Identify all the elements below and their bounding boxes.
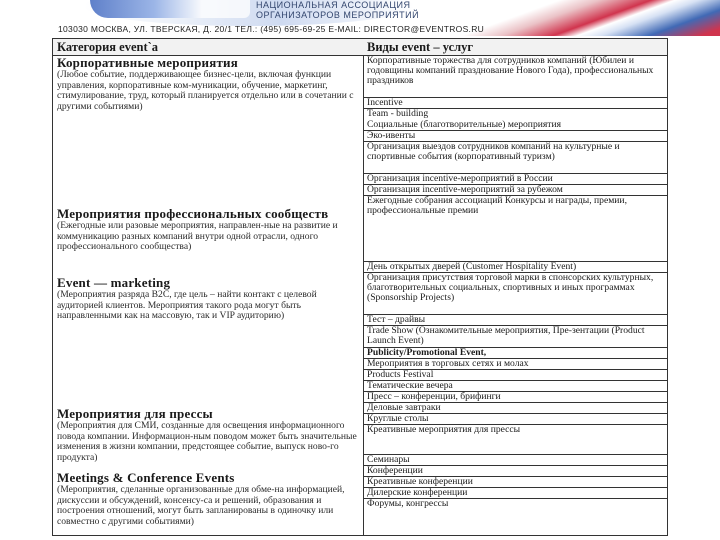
service-row — [363, 315, 667, 326]
service-text: Организация выездов сотрудников компаний на культурные и спортивные события (корпоративный туризм) — [367, 142, 620, 163]
logo-icon — [90, 0, 250, 18]
service-text: Организация incentive-мероприятий в России — [367, 174, 553, 184]
service-text: Организация присутствия торговой марки в спонсорских культурных, благотворительных социальных, спортивных и иных программах (Sponsorship Projects) — [367, 273, 654, 304]
letterhead-banner — [0, 0, 720, 36]
service-text: День открытых дверей (Customer Hospitality Event) — [367, 262, 577, 272]
category-press — [57, 407, 357, 463]
service-text: Team - building — [367, 109, 429, 119]
service-text: Креативные конференции — [367, 477, 473, 487]
service-row — [363, 381, 667, 392]
service-text: Деловые завтраки — [367, 403, 441, 413]
service-row — [363, 488, 667, 499]
service-text: Products Festival — [367, 370, 434, 380]
service-text: Trade Show (Ознакомительные мероприятия, Пре-зентации (Product Launch Event) — [367, 326, 645, 347]
service-text: Пресс – конференции, брифинги — [367, 392, 501, 402]
service-row — [363, 120, 667, 131]
service-text: Круглые столы — [367, 414, 429, 424]
service-row — [363, 477, 667, 488]
service-text: Мероприятия в торговых сетях и молах — [367, 359, 529, 369]
service-row — [363, 466, 667, 477]
category-title: Мероприятия профессиональных сообществ — [57, 206, 329, 221]
contact-line: 103030 МОСКВА, УЛ. ТВЕРСКАЯ, Д. 20/1 ТЕЛ.: (495) 695-69-25 E-MAIL: DIRECTOR@EVENTROS.RU — [58, 24, 485, 34]
service-row — [363, 196, 667, 262]
service-text: Конференции — [367, 466, 423, 476]
service-row — [363, 425, 667, 455]
service-row — [363, 98, 667, 109]
service-row — [363, 326, 667, 348]
service-row — [363, 455, 667, 466]
category-desc: (Мероприятия разряда B2C, где цель – найти контакт с целевой аудиторией клиентов. Мероприятия такого рода могут быть направленными как на массовую, так и VIP аудиторию) — [57, 289, 317, 322]
header-services: Виды event – услуг — [363, 39, 667, 56]
service-text: Тест – драйвы — [367, 315, 426, 325]
category-professional — [57, 207, 357, 253]
category-desc: (Мероприятия для СМИ, созданные для освещения информационного повода компании. Информацион-ным поводом может быть значительные изменения в жизни компании, предстоящее событие, выпуск ново-го продукта) — [57, 420, 357, 463]
service-text: Социальные (благотворительные) мероприятия — [367, 120, 562, 130]
category-corporate — [57, 56, 357, 112]
service-text: Форумы, конгрессы — [367, 499, 449, 509]
category-title: Meetings & Conference Events — [57, 470, 235, 485]
service-text: Креативные мероприятия для прессы — [367, 425, 521, 435]
category-desc: (Любое событие, поддерживающее бизнес-цели, включая функции управления, корпоративные ком-муникации, обучение, маркетинг, стимулирование, труд, который планируется отдельно или в сочетании с другими событиями) — [57, 69, 354, 112]
service-row — [363, 348, 667, 359]
service-text: Тематические вечера — [367, 381, 453, 391]
service-row — [363, 142, 667, 174]
category-title: Корпоративные мероприятия — [57, 55, 238, 70]
service-row — [363, 131, 667, 142]
category-event-marketing — [57, 276, 357, 322]
header-category: Категория event`а — [53, 39, 363, 56]
service-row — [363, 403, 667, 414]
category-title: Мероприятия для прессы — [57, 406, 213, 421]
service-row — [363, 109, 667, 120]
service-row — [363, 56, 667, 98]
category-title: Event — marketing — [57, 275, 171, 290]
category-desc: (Мероприятия, сделанные организованные для обме-на информацией, дискуссии и обсуждений, консенсу-са и решений, образования и построения отношений, могут быть запланированы в одиночку или совместно с другими событиями) — [57, 484, 345, 527]
service-row — [363, 262, 667, 273]
service-text: Publicity/Promotional Event, — [367, 348, 487, 358]
org-name-line2: ОРГАНИЗАТОРОВ МЕРОПРИЯТИЙ — [256, 10, 420, 20]
category-meetings — [57, 471, 357, 527]
service-row — [363, 499, 667, 510]
service-row — [363, 392, 667, 403]
service-row — [363, 370, 667, 381]
category-column — [53, 39, 364, 535]
service-row — [363, 185, 667, 196]
service-text: Семинары — [367, 455, 410, 465]
org-name-line1: НАЦИОНАЛЬНАЯ АССОЦИАЦИЯ — [256, 0, 411, 10]
service-row — [363, 414, 667, 425]
event-types-table — [52, 38, 668, 536]
service-text: Корпоративные торжества для сотрудников компаний (Юбилеи и годовщины компаний празднование Нового Года), профессиональных праздников — [367, 56, 654, 87]
service-text: Организация incentive-мероприятий за рубежом — [367, 185, 563, 195]
service-row — [363, 359, 667, 370]
category-desc: (Ежегодные или разовые мероприятия, направлен-ные на развитие и коммуникацию разных компаний внутри одной отрасли, одного профессионального сообщества) — [57, 220, 338, 253]
service-row — [363, 273, 667, 315]
service-text: Ежегодные собрания ассоциаций Конкурсы и награды, премии, профессиональные премии — [367, 196, 627, 217]
service-text: Incentive — [367, 98, 403, 108]
service-text: Дилерские конференции — [367, 488, 468, 498]
services-column — [363, 39, 667, 535]
service-text: Эко-ивенты — [367, 131, 416, 141]
service-row — [363, 174, 667, 185]
